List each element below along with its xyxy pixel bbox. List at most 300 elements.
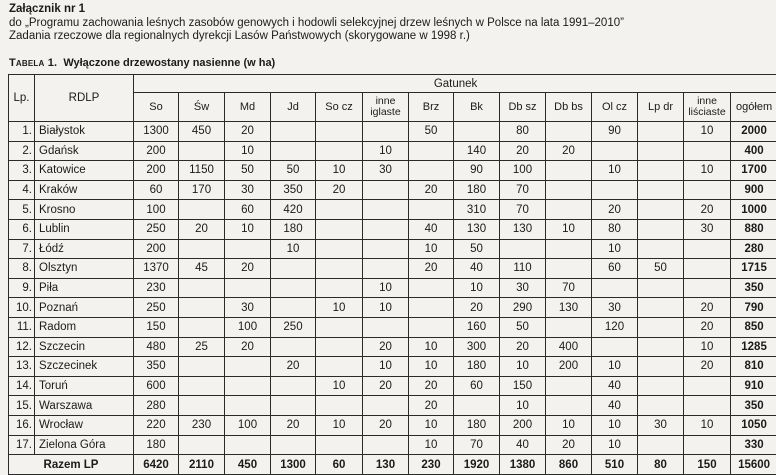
row-total: 900 bbox=[731, 180, 776, 200]
table-cell: 20 bbox=[363, 337, 409, 357]
row-total: 1700 bbox=[731, 161, 776, 181]
table-cell: 300 bbox=[454, 337, 500, 357]
table-cell: 20 bbox=[684, 298, 731, 318]
table-cell: 30 bbox=[225, 298, 271, 318]
table-cell bbox=[363, 396, 409, 416]
table-cell: 150 bbox=[134, 317, 179, 337]
table-cell: 50 bbox=[225, 161, 271, 181]
table-cell: 200 bbox=[134, 161, 179, 181]
table-cell bbox=[271, 396, 316, 416]
table-cell bbox=[638, 435, 684, 455]
table-cell: 10 bbox=[316, 376, 363, 396]
table-cell: 60 bbox=[225, 200, 271, 220]
table-cell: 200 bbox=[134, 239, 179, 259]
table-cell: 10 bbox=[409, 415, 454, 435]
table-cell: 20 bbox=[500, 337, 546, 357]
table-cell bbox=[546, 122, 592, 142]
table-cell bbox=[179, 357, 225, 377]
table-cell: 80 bbox=[592, 219, 638, 239]
table-cell bbox=[684, 435, 731, 455]
table-cell bbox=[225, 435, 271, 455]
table-cell: 10 bbox=[409, 435, 454, 455]
sum-cell: 1920 bbox=[454, 455, 500, 475]
sum-cell: 60 bbox=[316, 455, 363, 475]
table-cell bbox=[225, 357, 271, 377]
table-cell: 180 bbox=[454, 357, 500, 377]
table-cell bbox=[271, 337, 316, 357]
row-total: 880 bbox=[731, 219, 776, 239]
table-cell: 310 bbox=[454, 200, 500, 220]
table-cell: 1300 bbox=[134, 122, 179, 142]
table-cell: 30 bbox=[363, 161, 409, 181]
table-cell bbox=[363, 259, 409, 279]
table-cell bbox=[179, 239, 225, 259]
table-cell bbox=[684, 141, 731, 161]
table-cell: 150 bbox=[500, 376, 546, 396]
table-row bbox=[9, 435, 776, 455]
row-lp: 15. bbox=[9, 396, 35, 416]
row-total: 910 bbox=[731, 376, 776, 396]
sum-cell: 6420 bbox=[134, 455, 179, 475]
table-cell: 230 bbox=[179, 415, 225, 435]
table-cell: 20 bbox=[592, 200, 638, 220]
row-rdlp-name: Łódź bbox=[35, 239, 134, 259]
row-lp: 1. bbox=[9, 122, 35, 142]
table-cell bbox=[179, 200, 225, 220]
table-cell bbox=[454, 122, 500, 142]
row-rdlp-name: Radom bbox=[35, 317, 134, 337]
table-row bbox=[9, 376, 776, 396]
table-cell bbox=[546, 376, 592, 396]
table-cell: 450 bbox=[179, 122, 225, 142]
row-total: 2000 bbox=[731, 122, 776, 142]
col-header-species: Brz bbox=[409, 93, 454, 122]
table-cell: 50 bbox=[500, 317, 546, 337]
table-row bbox=[9, 317, 776, 337]
table-cell bbox=[409, 298, 454, 318]
row-rdlp-name: Krosno bbox=[35, 200, 134, 220]
row-rdlp-name: Zielona Góra bbox=[35, 435, 134, 455]
table-cell: 10 bbox=[500, 357, 546, 377]
table-cell: 10 bbox=[363, 141, 409, 161]
table-cell bbox=[225, 376, 271, 396]
table-cell: 180 bbox=[134, 435, 179, 455]
table-cell bbox=[409, 141, 454, 161]
table-cell bbox=[638, 219, 684, 239]
table-cell: 20 bbox=[409, 180, 454, 200]
table-cell: 480 bbox=[134, 337, 179, 357]
table-row bbox=[9, 122, 776, 142]
program-line: do „Programu zachowania leśnych zasobów genowych i hodowli selekcyjnej drzew leśnych w Polsce na lata 1991–2010” bbox=[9, 17, 769, 31]
table-cell bbox=[316, 122, 363, 142]
table-cell: 60 bbox=[454, 376, 500, 396]
table-cell bbox=[271, 435, 316, 455]
table-cell bbox=[638, 376, 684, 396]
table-cell: 130 bbox=[454, 219, 500, 239]
table-cell: 30 bbox=[638, 415, 684, 435]
table-cell: 10 bbox=[546, 415, 592, 435]
table-cell bbox=[316, 337, 363, 357]
table-cell bbox=[271, 122, 316, 142]
row-rdlp-name: Wrocław bbox=[35, 415, 134, 435]
attachment-title: Załącznik nr 1 bbox=[9, 3, 769, 17]
table-cell bbox=[638, 161, 684, 181]
sum-label: Razem LP bbox=[9, 455, 134, 475]
table-cell: 10 bbox=[316, 298, 363, 318]
table-cell: 10 bbox=[684, 415, 731, 435]
table-cell: 10 bbox=[316, 415, 363, 435]
col-header-species: Ol cz bbox=[592, 93, 638, 122]
table-cell bbox=[684, 396, 731, 416]
table-cell: 10 bbox=[225, 141, 271, 161]
table-cell bbox=[546, 161, 592, 181]
table-cell: 90 bbox=[592, 122, 638, 142]
table-cell bbox=[316, 435, 363, 455]
sum-total: 15600 bbox=[731, 455, 776, 475]
col-header-species: Lp dr bbox=[638, 93, 684, 122]
table-cell bbox=[363, 435, 409, 455]
table-cell bbox=[363, 317, 409, 337]
table-cell bbox=[271, 278, 316, 298]
sum-cell: 860 bbox=[546, 455, 592, 475]
table-cell bbox=[179, 396, 225, 416]
table-cell: 10 bbox=[500, 396, 546, 416]
table-row bbox=[9, 180, 776, 200]
table-row bbox=[9, 141, 776, 161]
table-cell: 20 bbox=[271, 357, 316, 377]
table-cell bbox=[316, 200, 363, 220]
table-cell: 10 bbox=[684, 161, 731, 181]
sum-cell: 1300 bbox=[271, 455, 316, 475]
row-rdlp-name: Lublin bbox=[35, 219, 134, 239]
table-cell: 10 bbox=[363, 278, 409, 298]
table-cell bbox=[409, 161, 454, 181]
table-cell bbox=[271, 259, 316, 279]
table-row bbox=[9, 161, 776, 181]
table-cell: 40 bbox=[592, 376, 638, 396]
table-cell bbox=[316, 396, 363, 416]
table-cell bbox=[271, 141, 316, 161]
table-row bbox=[9, 200, 776, 220]
sum-cell: 510 bbox=[592, 455, 638, 475]
table-cell: 40 bbox=[409, 219, 454, 239]
table-cell: 130 bbox=[546, 298, 592, 318]
row-total: 350 bbox=[731, 396, 776, 416]
sum-cell: 130 bbox=[363, 455, 409, 475]
table-cell: 20 bbox=[454, 298, 500, 318]
table-cell: 70 bbox=[454, 435, 500, 455]
table-cell bbox=[638, 239, 684, 259]
table-cell: 20 bbox=[316, 180, 363, 200]
table-cell: 130 bbox=[500, 219, 546, 239]
row-total: 850 bbox=[731, 317, 776, 337]
row-total: 1000 bbox=[731, 200, 776, 220]
table-cell: 20 bbox=[225, 337, 271, 357]
table-cell bbox=[363, 239, 409, 259]
table-cell: 10 bbox=[409, 239, 454, 259]
sum-cell: 230 bbox=[409, 455, 454, 475]
table-cell bbox=[638, 337, 684, 357]
table-cell bbox=[454, 396, 500, 416]
table-row bbox=[9, 337, 776, 357]
table-cell: 100 bbox=[225, 415, 271, 435]
table-row bbox=[9, 278, 776, 298]
table-cell bbox=[500, 239, 546, 259]
table-row bbox=[9, 298, 776, 318]
table-title: Wyłączone drzewostany nasienne (w ha) bbox=[63, 57, 275, 69]
table-row bbox=[9, 357, 776, 377]
table-cell: 30 bbox=[500, 278, 546, 298]
table-cell bbox=[179, 278, 225, 298]
table-cell bbox=[409, 278, 454, 298]
table-cell: 180 bbox=[454, 180, 500, 200]
table-cell: 10 bbox=[684, 337, 731, 357]
row-lp: 9. bbox=[9, 278, 35, 298]
row-lp: 12. bbox=[9, 337, 35, 357]
table-cell bbox=[638, 200, 684, 220]
row-lp: 17. bbox=[9, 435, 35, 455]
table-caption bbox=[9, 57, 275, 69]
row-lp: 8. bbox=[9, 259, 35, 279]
col-header-species: inne liściaste bbox=[684, 93, 731, 122]
col-header-species: Db bs bbox=[546, 93, 592, 122]
table-cell: 230 bbox=[134, 278, 179, 298]
row-rdlp-name: Kraków bbox=[35, 180, 134, 200]
table-cell: 70 bbox=[500, 200, 546, 220]
col-header-species: Md bbox=[225, 93, 271, 122]
table-cell bbox=[684, 239, 731, 259]
row-total: 280 bbox=[731, 239, 776, 259]
row-total: 330 bbox=[731, 435, 776, 455]
table-cell: 10 bbox=[409, 337, 454, 357]
table-cell bbox=[316, 219, 363, 239]
table-cell bbox=[363, 200, 409, 220]
table-cell: 40 bbox=[592, 396, 638, 416]
table-cell: 200 bbox=[500, 415, 546, 435]
table-cell bbox=[684, 278, 731, 298]
row-lp: 6. bbox=[9, 219, 35, 239]
col-header-species: Db sz bbox=[500, 93, 546, 122]
table-cell: 20 bbox=[409, 376, 454, 396]
table-cell bbox=[316, 259, 363, 279]
table-cell: 20 bbox=[225, 122, 271, 142]
table-cell: 20 bbox=[363, 376, 409, 396]
table-cell: 200 bbox=[546, 357, 592, 377]
table-cell bbox=[316, 141, 363, 161]
table-cell bbox=[225, 396, 271, 416]
table-cell: 10 bbox=[363, 298, 409, 318]
col-header-species: inne iglaste bbox=[363, 93, 409, 122]
table-cell: 25 bbox=[179, 337, 225, 357]
table-cell: 100 bbox=[134, 200, 179, 220]
table-cell: 10 bbox=[592, 435, 638, 455]
table-cell: 350 bbox=[134, 357, 179, 377]
table-cell: 20 bbox=[684, 200, 731, 220]
table-cell: 140 bbox=[454, 141, 500, 161]
col-header-total: ogółem bbox=[731, 93, 776, 122]
table-cell: 30 bbox=[225, 180, 271, 200]
table-cell bbox=[363, 219, 409, 239]
table-cell bbox=[179, 435, 225, 455]
table-cell bbox=[316, 278, 363, 298]
row-lp: 5. bbox=[9, 200, 35, 220]
table-cell bbox=[546, 239, 592, 259]
table-cell bbox=[271, 298, 316, 318]
table-cell bbox=[638, 180, 684, 200]
table-cell: 30 bbox=[592, 298, 638, 318]
table-cell bbox=[225, 239, 271, 259]
row-lp: 16. bbox=[9, 415, 35, 435]
table-cell bbox=[179, 376, 225, 396]
col-header-species: So cz bbox=[316, 93, 363, 122]
table-cell: 400 bbox=[546, 337, 592, 357]
table-cell: 20 bbox=[500, 141, 546, 161]
table-cell: 120 bbox=[592, 317, 638, 337]
table-cell: 60 bbox=[134, 180, 179, 200]
row-lp: 11. bbox=[9, 317, 35, 337]
sum-cell: 2110 bbox=[179, 455, 225, 475]
sum-cell: 1380 bbox=[500, 455, 546, 475]
row-total: 790 bbox=[731, 298, 776, 318]
table-row bbox=[9, 259, 776, 279]
table-cell bbox=[684, 180, 731, 200]
table-cell: 110 bbox=[500, 259, 546, 279]
sum-cell: 450 bbox=[225, 455, 271, 475]
table-row bbox=[9, 415, 776, 435]
table-cell: 50 bbox=[454, 239, 500, 259]
row-rdlp-name: Warszawa bbox=[35, 396, 134, 416]
table-cell bbox=[271, 376, 316, 396]
table-cell: 600 bbox=[134, 376, 179, 396]
table-cell: 250 bbox=[271, 317, 316, 337]
row-rdlp-name: Białystok bbox=[35, 122, 134, 142]
row-lp: 4. bbox=[9, 180, 35, 200]
table-cell: 80 bbox=[500, 122, 546, 142]
table-cell: 1370 bbox=[134, 259, 179, 279]
table-cell: 10 bbox=[592, 415, 638, 435]
table-cell bbox=[638, 357, 684, 377]
table-cell: 420 bbox=[271, 200, 316, 220]
row-total: 1715 bbox=[731, 259, 776, 279]
table-cell bbox=[684, 376, 731, 396]
table-cell bbox=[316, 357, 363, 377]
table-cell: 20 bbox=[179, 219, 225, 239]
table-cell bbox=[363, 122, 409, 142]
table-cell: 10 bbox=[454, 278, 500, 298]
col-header-species: Jd bbox=[271, 93, 316, 122]
table-cell: 350 bbox=[271, 180, 316, 200]
table-cell: 180 bbox=[271, 219, 316, 239]
row-total: 1285 bbox=[731, 337, 776, 357]
row-rdlp-name: Olsztyn bbox=[35, 259, 134, 279]
table-cell: 20 bbox=[409, 396, 454, 416]
table-cell: 50 bbox=[271, 161, 316, 181]
table-cell bbox=[363, 180, 409, 200]
table-cell: 10 bbox=[363, 357, 409, 377]
table-cell: 10 bbox=[409, 357, 454, 377]
row-total: 1050 bbox=[731, 415, 776, 435]
table-row bbox=[9, 219, 776, 239]
table-cell: 10 bbox=[592, 357, 638, 377]
table-cell: 170 bbox=[179, 180, 225, 200]
table-cell bbox=[546, 396, 592, 416]
table-cell bbox=[316, 317, 363, 337]
table-row bbox=[9, 396, 776, 416]
table-cell: 20 bbox=[546, 435, 592, 455]
table-cell bbox=[638, 298, 684, 318]
row-lp: 13. bbox=[9, 357, 35, 377]
table-cell: 20 bbox=[409, 259, 454, 279]
table-cell: 250 bbox=[134, 219, 179, 239]
table-row bbox=[9, 239, 776, 259]
table-cell bbox=[179, 317, 225, 337]
table-cell: 20 bbox=[225, 259, 271, 279]
table-cell: 20 bbox=[684, 317, 731, 337]
table-cell bbox=[638, 122, 684, 142]
row-lp: 7. bbox=[9, 239, 35, 259]
table-cell bbox=[638, 317, 684, 337]
row-lp: 10. bbox=[9, 298, 35, 318]
table-cell bbox=[179, 141, 225, 161]
table-cell: 90 bbox=[454, 161, 500, 181]
table-cell bbox=[638, 396, 684, 416]
table-cell: 250 bbox=[134, 298, 179, 318]
table-cell bbox=[546, 259, 592, 279]
table-cell: 220 bbox=[134, 415, 179, 435]
table-cell: 10 bbox=[684, 122, 731, 142]
col-header-species: So bbox=[134, 93, 179, 122]
col-header-species: Bk bbox=[454, 93, 500, 122]
table-cell bbox=[546, 200, 592, 220]
table-cell bbox=[409, 200, 454, 220]
sum-cell: 150 bbox=[684, 455, 731, 475]
table-cell: 10 bbox=[225, 219, 271, 239]
table-cell bbox=[638, 278, 684, 298]
document-header bbox=[9, 3, 769, 44]
tasks-line: Zadania rzeczowe dla regionalnych dyrekcji Lasów Państwowych (skorygowane w 1998 r.) bbox=[9, 30, 769, 44]
row-rdlp-name: Gdańsk bbox=[35, 141, 134, 161]
table-cell: 30 bbox=[684, 219, 731, 239]
table-cell bbox=[546, 180, 592, 200]
table-cell: 10 bbox=[316, 161, 363, 181]
row-rdlp-name: Toruń bbox=[35, 376, 134, 396]
table-cell: 180 bbox=[454, 415, 500, 435]
table-cell: 100 bbox=[500, 161, 546, 181]
table-cell bbox=[684, 259, 731, 279]
row-total: 350 bbox=[731, 278, 776, 298]
table-label: Tabela 1. bbox=[9, 57, 57, 69]
table-cell: 10 bbox=[592, 161, 638, 181]
table-cell: 50 bbox=[409, 122, 454, 142]
row-total: 400 bbox=[731, 141, 776, 161]
table-cell: 40 bbox=[500, 435, 546, 455]
seed-stands-table bbox=[8, 74, 776, 475]
table-cell bbox=[225, 278, 271, 298]
row-rdlp-name: Katowice bbox=[35, 161, 134, 181]
row-rdlp-name: Piła bbox=[35, 278, 134, 298]
row-lp: 2. bbox=[9, 141, 35, 161]
table-cell: 10 bbox=[546, 219, 592, 239]
sum-row bbox=[9, 455, 776, 475]
table-cell bbox=[546, 317, 592, 337]
table-cell: 45 bbox=[179, 259, 225, 279]
col-header-lp: Lp. bbox=[9, 75, 35, 122]
table-cell: 20 bbox=[546, 141, 592, 161]
table-cell bbox=[316, 239, 363, 259]
table-cell bbox=[638, 141, 684, 161]
table-cell: 40 bbox=[454, 259, 500, 279]
table-cell: 20 bbox=[684, 357, 731, 377]
